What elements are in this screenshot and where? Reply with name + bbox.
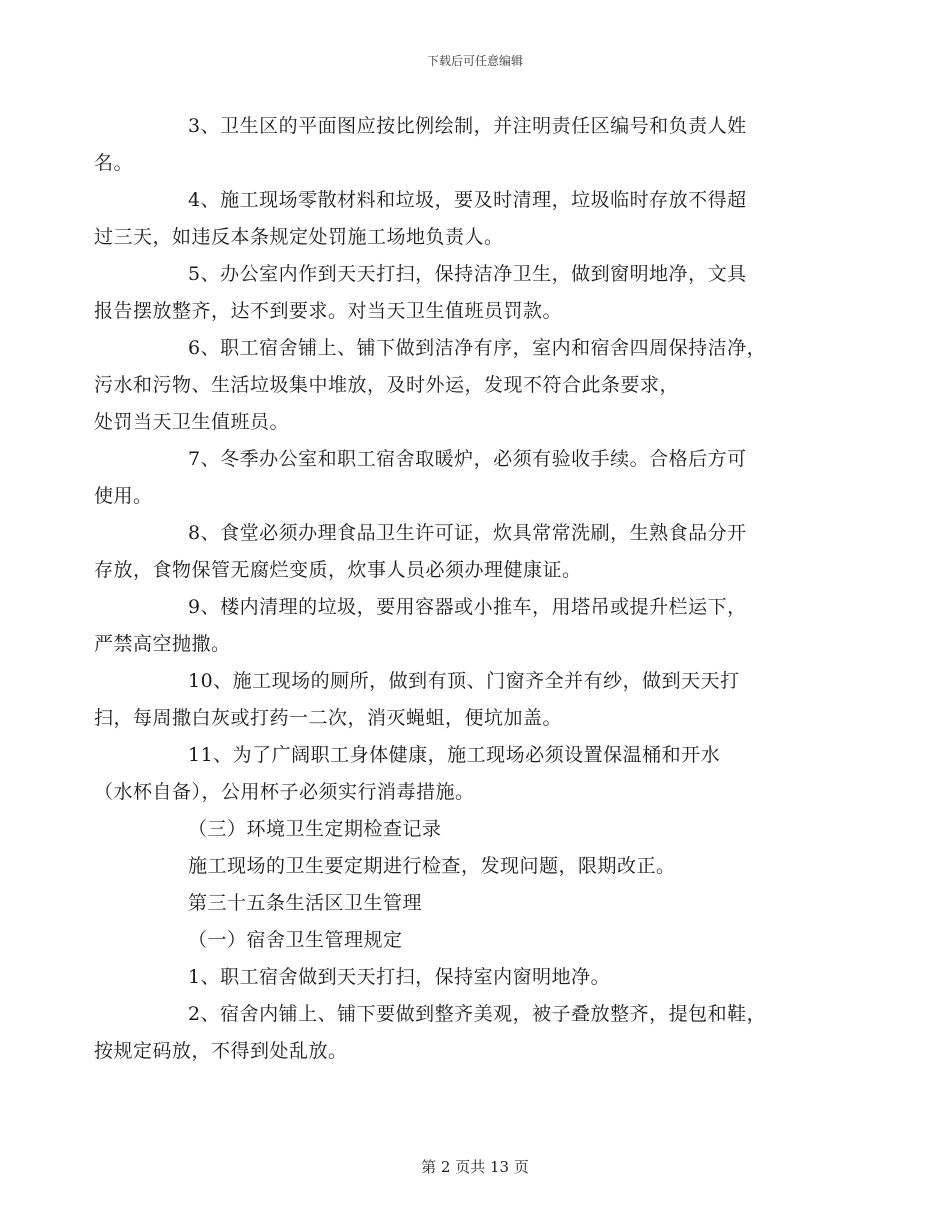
paragraph-line: 2、宿舍内铺上、铺下要做到整齐美观，被子叠放整齐，提包和鞋，	[188, 1003, 767, 1025]
paragraph	[94, 663, 811, 737]
paragraph-line: 严禁高空抛撒。	[94, 633, 231, 655]
paragraph-line: （一）宿舍卫生管理规定	[188, 929, 403, 951]
document-body	[94, 108, 811, 1070]
paragraph-line: 报告摆放整齐，达不到要求。对当天卫生值班员罚款。	[94, 300, 563, 322]
paragraph-line: 按规定码放，不得到处乱放。	[94, 1040, 348, 1062]
page-footer: 第 2 页共 13 页	[421, 1158, 529, 1176]
paragraph-line: 9、楼内清理的垃圾，要用容器或小推车，用塔吊或提升栏运下，	[188, 596, 747, 618]
paragraph-line: 1、职工宿舍做到天天打扫，保持室内窗明地净。	[188, 966, 611, 988]
paragraph	[94, 182, 811, 256]
paragraph-line: 3、卫生区的平面图应按比例绘制，并注明责任区编号和负责人姓	[188, 115, 747, 137]
paragraph-line: 名。	[94, 152, 134, 174]
paragraph-line: 8、食堂必须办理食品卫生许可证，炊具常常洗刷，生熟食品分开	[188, 522, 747, 544]
paragraph-line: 5、办公室内作到天天打扫，保持洁净卫生，做到窗明地净，文具	[188, 263, 747, 285]
paragraph	[141, 922, 811, 959]
paragraph-line: 使用。	[94, 485, 153, 507]
paragraph-line: 10、施工现场的厕所，做到有顶、门窗齐全并有纱，做到天天打	[188, 670, 740, 692]
paragraph	[94, 441, 811, 515]
page-header: 下载后可任意编辑	[426, 54, 523, 68]
paragraph-line: 施工现场的卫生要定期进行检查，发现问题，限期改正。	[188, 855, 676, 877]
paragraph	[94, 737, 811, 811]
paragraph	[94, 108, 811, 182]
paragraph-line: 6、职工宿舍铺上、铺下做到洁净有序，室内和宿舍四周保持洁净，	[188, 337, 767, 359]
paragraph	[141, 811, 811, 848]
paragraph-line: （三）环境卫生定期检查记录	[188, 818, 442, 840]
paragraph	[141, 885, 811, 922]
paragraph	[94, 589, 811, 663]
paragraph	[94, 256, 811, 330]
paragraph-line: 处罚当天卫生值班员。	[94, 411, 290, 433]
paragraph	[141, 959, 811, 996]
paragraph	[94, 330, 811, 441]
paragraph-line: （水杯自备），公用杯子必须实行消毒措施。	[94, 781, 475, 803]
paragraph	[94, 996, 811, 1070]
paragraph-line: 4、施工现场零散材料和垃圾，要及时清理，垃圾临时存放不得超	[188, 189, 747, 211]
paragraph-line: 扫，每周撒白灰或打药一二次，消灭蝇蛆，便坑加盖。	[94, 707, 563, 729]
paragraph-line: 第三十五条生活区卫生管理	[188, 892, 423, 914]
paragraph-line: 存放，食物保管无腐烂变质，炊事人员必须办理健康证。	[94, 559, 582, 581]
paragraph-line: 11、为了广阔职工身体健康，施工现场必须设置保温桶和开水	[188, 744, 721, 766]
paragraph-line: 过三天，如违反本条规定处罚施工场地负责人。	[94, 226, 504, 248]
paragraph	[141, 848, 811, 885]
paragraph-line: 7、冬季办公室和职工宿舍取暖炉，必须有验收手续。合格后方可	[188, 448, 747, 470]
paragraph-line: 污水和污物、生活垃圾集中堆放，及时外运，发现不符合此条要求，	[94, 374, 680, 396]
paragraph	[94, 515, 811, 589]
